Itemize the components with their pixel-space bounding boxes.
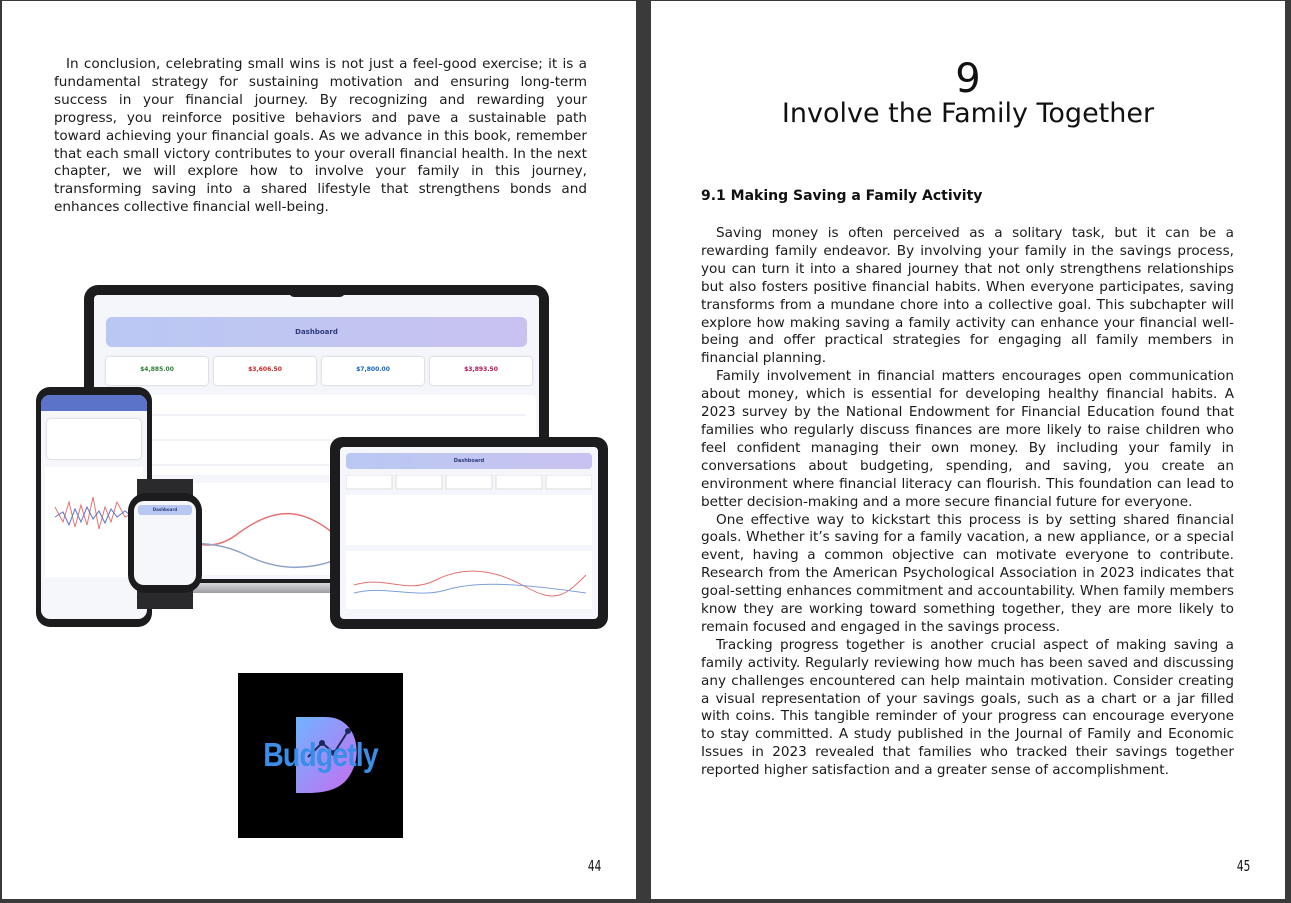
logo-wordmark: Budgetly	[263, 736, 378, 773]
page-number: 44	[587, 857, 602, 875]
paragraph: Saving money is often perceived as a solitary task, but it can be a rewarding family endeavor. By involving your family in the savings process, you can turn it into a shared journey that not only strengthens relationships but also fosters positive financial habits. When everyone participates, saving transforms from a mundane chore into a collective goal. This subchapter will explore how making saving a family activity can enhance your financial well-being and offer practical strategies for engaging all family members in financial planning.	[701, 225, 1234, 367]
stat-value: $4,885.00	[140, 366, 174, 373]
stat-card	[430, 357, 532, 385]
right-page	[651, 1, 1285, 899]
stat-value: $3,893.50	[464, 366, 498, 373]
stat-value: $3,606.50	[248, 366, 282, 373]
page-number: 45	[1236, 857, 1251, 875]
phone-header	[41, 395, 147, 411]
smartwatch	[128, 493, 202, 593]
paragraph: One effective way to kickstart this process is by setting shared financial goals. Whether it’s saving for a family vacation, a new appliance, or a special event, having a common objective can motivate everyone to contribute. Research from the American Psychological Association in 2023 indicates that goal-setting enhances commitment and accountability. When family members know they are working toward something together, they are more likely to remain focused and engaged in the savings process.	[701, 511, 1235, 635]
left-page	[2, 1, 636, 899]
stat-card	[106, 357, 208, 385]
chapter-number: 9	[955, 56, 981, 102]
stat-card	[214, 357, 316, 385]
chapter-title: Involve the Family Together	[781, 98, 1155, 129]
watch-screen	[134, 501, 196, 585]
laptop-dashboard-header: Dashboard	[106, 317, 527, 347]
phone-card	[47, 419, 141, 459]
laptop-notch	[289, 285, 345, 297]
paragraph: Family involvement in financial matters encourages open communication about money, which is essential for developing healthy financial habits. A 2023 survey by the National Endowment for Financial Education found that families who regularly discuss finances are more likely to raise children who feel confident managing their own money. By including your family in conversations about budgeting, spending, and saving, you create an environment where financial literacy can flourish. This foundation can lead to better decision-making and a more secure financial future for everyone.	[701, 368, 1234, 510]
section-heading: 9.1 Making Saving a Family Activity	[701, 188, 983, 204]
right-page-body	[701, 225, 1234, 780]
paragraph: Tracking progress together is another crucial aspect of making saving a family activity. Regularly reviewing how much has been saved and discussing any challenges encountered can help maintain motivation. Consider creating a visual representation of your savings goals, such as a chart or a jar filled with coins. This tangible reminder of your progress can encourage everyone to stay committed. A study published in the Journal of Family and Economic Issues in 2023 revealed that families who tracked their savings together reported higher satisfaction and a greater sense of accomplishment.	[701, 636, 1234, 779]
tablet-dashboard	[340, 447, 598, 619]
tablet-dashboard-header: Dashboard	[346, 453, 592, 469]
left-page-paragraph	[54, 56, 587, 217]
stat-value: $7,800.00	[356, 366, 390, 373]
paragraph: In conclusion, celebrating small wins is not just a feel-good exercise; it is a fundamental strategy for sustaining motivation and ensuring long-term success in your financial journey. By recognizing and rewarding your progress, you reinforce positive behaviors and pave a sustainable path toward achieving your financial goals. As we advance in this book, remember that each small victory contributes to your overall financial health. In the next chapter, we will explore how to involve your family in this journey, transforming saving into a shared lifestyle that strengthens bonds and enhances collective financial well-being.	[54, 56, 587, 216]
budgetly-logo	[238, 673, 403, 838]
watch-header: Dashboard	[138, 505, 192, 515]
stat-card	[322, 357, 424, 385]
tablet-chart	[346, 475, 592, 615]
tablet	[330, 437, 608, 629]
device-mockup-image	[32, 283, 612, 633]
